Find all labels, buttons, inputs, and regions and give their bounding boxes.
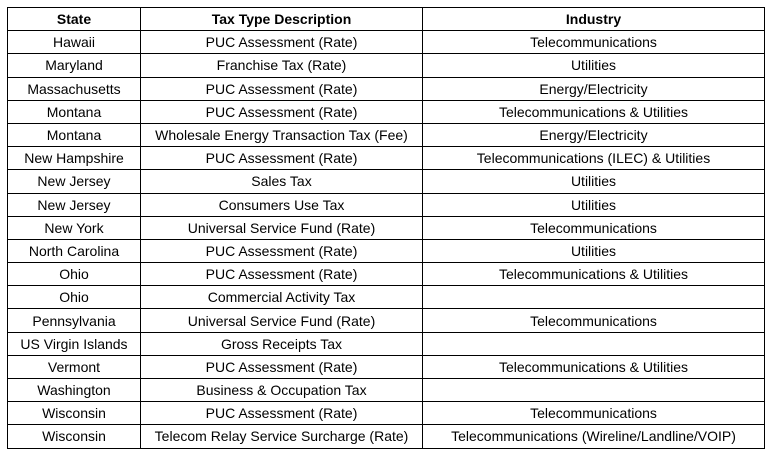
cell-industry: Utilities — [423, 193, 765, 216]
cell-state: Washington — [8, 379, 141, 402]
table-row — [8, 54, 765, 77]
table-row — [8, 332, 765, 355]
cell-industry: Utilities — [423, 170, 765, 193]
cell-state: Massachusetts — [8, 77, 141, 100]
cell-tax-type-description: Consumers Use Tax — [141, 193, 423, 216]
cell-tax-type-description: PUC Assessment (Rate) — [141, 239, 423, 262]
cell-tax-type-description: PUC Assessment (Rate) — [141, 77, 423, 100]
cell-state: New Jersey — [8, 193, 141, 216]
table-row — [8, 355, 765, 378]
table-header — [8, 8, 765, 31]
table-body — [8, 31, 765, 448]
table-row — [8, 216, 765, 239]
table-row — [8, 286, 765, 309]
cell-tax-type-description: Business & Occupation Tax — [141, 379, 423, 402]
cell-state: New York — [8, 216, 141, 239]
cell-state: Maryland — [8, 54, 141, 77]
cell-state: US Virgin Islands — [8, 332, 141, 355]
table-row — [8, 379, 765, 402]
tax-table — [7, 7, 765, 449]
cell-tax-type-description: PUC Assessment (Rate) — [141, 402, 423, 425]
cell-state: Montana — [8, 100, 141, 123]
cell-industry: Telecommunications — [423, 216, 765, 239]
cell-industry: Energy/Electricity — [423, 77, 765, 100]
cell-industry: Utilities — [423, 239, 765, 262]
header-tax-type-description: Tax Type Description — [141, 8, 423, 31]
cell-industry: Telecommunications — [423, 31, 765, 54]
cell-state: Wisconsin — [8, 402, 141, 425]
cell-tax-type-description: Universal Service Fund (Rate) — [141, 216, 423, 239]
cell-industry — [423, 286, 765, 309]
cell-industry: Energy/Electricity — [423, 123, 765, 146]
cell-industry: Telecommunications — [423, 402, 765, 425]
cell-tax-type-description: Wholesale Energy Transaction Tax (Fee) — [141, 123, 423, 146]
cell-tax-type-description: Commercial Activity Tax — [141, 286, 423, 309]
cell-state: Ohio — [8, 263, 141, 286]
cell-state: Montana — [8, 123, 141, 146]
table-row — [8, 123, 765, 146]
cell-state: Pennsylvania — [8, 309, 141, 332]
cell-industry: Telecommunications & Utilities — [423, 100, 765, 123]
cell-state: North Carolina — [8, 239, 141, 262]
cell-state: New Hampshire — [8, 147, 141, 170]
cell-tax-type-description: PUC Assessment (Rate) — [141, 100, 423, 123]
table-row — [8, 425, 765, 448]
cell-tax-type-description: PUC Assessment (Rate) — [141, 263, 423, 286]
cell-tax-type-description: Telecom Relay Service Surcharge (Rate) — [141, 425, 423, 448]
cell-tax-type-description: PUC Assessment (Rate) — [141, 355, 423, 378]
header-state: State — [8, 8, 141, 31]
table-row — [8, 309, 765, 332]
cell-state: Wisconsin — [8, 425, 141, 448]
table-row — [8, 147, 765, 170]
cell-state: Ohio — [8, 286, 141, 309]
table-row — [8, 170, 765, 193]
cell-industry: Telecommunications (Wireline/Landline/VOIP) — [423, 425, 765, 448]
cell-tax-type-description: PUC Assessment (Rate) — [141, 31, 423, 54]
cell-tax-type-description: Sales Tax — [141, 170, 423, 193]
table-row — [8, 263, 765, 286]
table-row — [8, 100, 765, 123]
cell-tax-type-description: Gross Receipts Tax — [141, 332, 423, 355]
cell-industry: Telecommunications & Utilities — [423, 263, 765, 286]
cell-tax-type-description: Franchise Tax (Rate) — [141, 54, 423, 77]
table-row — [8, 77, 765, 100]
cell-state: New Jersey — [8, 170, 141, 193]
cell-industry: Telecommunications & Utilities — [423, 355, 765, 378]
cell-industry — [423, 379, 765, 402]
table-row — [8, 31, 765, 54]
header-industry: Industry — [423, 8, 765, 31]
cell-state: Vermont — [8, 355, 141, 378]
header-row — [8, 8, 765, 31]
cell-state: Hawaii — [8, 31, 141, 54]
cell-industry: Utilities — [423, 54, 765, 77]
table-row — [8, 193, 765, 216]
cell-industry: Telecommunications — [423, 309, 765, 332]
cell-tax-type-description: PUC Assessment (Rate) — [141, 147, 423, 170]
cell-industry — [423, 332, 765, 355]
table-row — [8, 239, 765, 262]
cell-tax-type-description: Universal Service Fund (Rate) — [141, 309, 423, 332]
table-row — [8, 402, 765, 425]
cell-industry: Telecommunications (ILEC) & Utilities — [423, 147, 765, 170]
